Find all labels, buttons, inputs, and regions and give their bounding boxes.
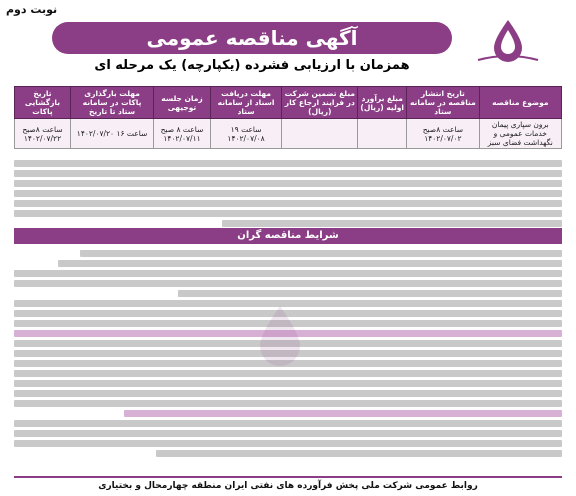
table-cell: ساعت ۱۹ ۱۴۰۲/۰۷/۰۸	[210, 119, 282, 149]
notice-header	[12, 14, 564, 80]
conditions-section-title: شرایط مناقصه گران	[14, 228, 562, 244]
round-label: نوبت دوم	[6, 3, 58, 16]
table-cell: ساعت ۸صبح ۱۴۰۲/۰۷/۲۲	[15, 119, 71, 149]
table-cell: ساعت ۱۶ ۱۴۰۲/۰۷/۲۰	[70, 119, 153, 149]
table-cell: برون سپاری پیمان خدمات عمومی و نگهداشت فضای سبز	[479, 119, 561, 149]
table-cell: ساعت ۸ صبح ۱۴۰۲/۰۷/۱۱	[154, 119, 211, 149]
logo-watermark-icon	[170, 300, 390, 380]
table-row	[15, 119, 562, 149]
table-cell: ساعت ۸صبح ۱۴۰۲/۰۷/۰۲	[407, 119, 480, 149]
table-cell	[358, 119, 407, 149]
table-header-cell: موضوع مناقصه	[479, 87, 561, 119]
table-header-cell: تاریخ انتشار مناقصه در سامانه ستاد	[407, 87, 480, 119]
notice-subtitle: همزمان با ارزیابی فشرده (یکپارچه) یک مرحله ای	[94, 58, 410, 73]
table-header-cell: تاریخ بازگشایی پاکات	[15, 87, 71, 119]
notice-title: آگهی مناقصه عمومی	[52, 22, 452, 54]
table-header-cell: مبلغ برآورد اولیه (ریال)	[358, 87, 407, 119]
intro-paragraph	[14, 160, 562, 230]
oil-company-logo-icon	[458, 16, 558, 78]
table-header-row	[15, 87, 562, 119]
notice-footer: روابط عمومی شرکت ملی پخش فرآورده های نفتی ایران منطقه چهارمحال و بختیاری	[14, 476, 562, 494]
tender-table	[14, 86, 562, 149]
table-header-cell: زمان جلسه توجیهی	[154, 87, 211, 119]
table-header-cell: مهلت بارگذاری پاکات در سامانه ستاد تا تاریخ	[70, 87, 153, 119]
table-header-cell: مبلغ تضمین شرکت در فرایند ارجاع کار (ریال)	[282, 87, 358, 119]
table-header-cell: مهلت دریافت اسناد از سامانه ستاد	[210, 87, 282, 119]
table-cell	[282, 119, 358, 149]
